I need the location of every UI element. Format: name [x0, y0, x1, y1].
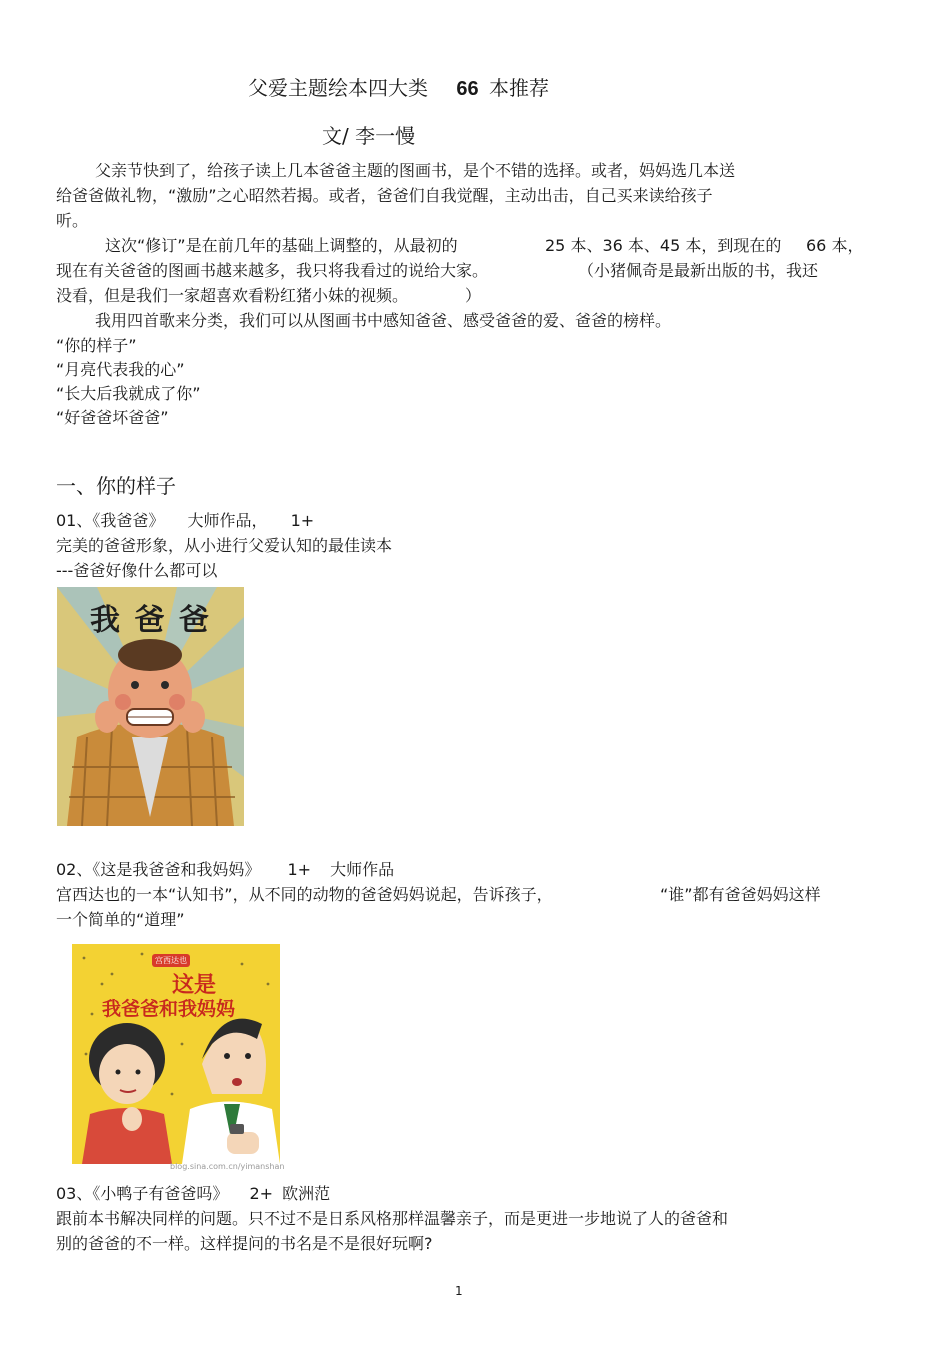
song-item: “长大后我就成了你” [56, 384, 201, 403]
intro-line-5a: 现在有关爸爸的图画书越来越多，我只将我看过的说给大家。 [56, 261, 489, 280]
book-3-desc-1: 跟前本书解决同样的问题。只不过不是日系风格那样温馨亲子，而是更进一步地说了人的爸爸和 [56, 1209, 729, 1228]
section-heading: 一、你的样子 [56, 474, 176, 498]
author-line: 文/ 李一慢 [322, 124, 416, 148]
book-1-desc-2: ---爸爸好像什么都可以 [56, 561, 218, 580]
intro-line-7: 我用四首歌来分类，我们可以从图画书中感知爸爸、感受爸爸的爱、爸爸的榜样。 [95, 311, 672, 330]
title-prefix: 父爱主题绘本四大类 [248, 76, 428, 100]
page-title [248, 72, 549, 101]
intro-line-4b: 25 本、36 本、45 本，到现在的 [545, 236, 782, 255]
intro-line-1: 父亲节快到了，给孩子读上几本爸爸主题的图画书，是个不错的选择。或者，妈妈选几本送 [95, 161, 736, 180]
song-item: “你的样子” [56, 336, 137, 355]
book-3-tag: 欧洲范 [282, 1184, 331, 1203]
book-2-cover-watermark: blog.sina.com.cn/yimanshan [170, 1162, 285, 1171]
book-1-number-title: 01、《我爸爸》 [56, 511, 165, 530]
intro-line-5b: （小猪佩奇是最新出版的书，我还 [578, 261, 819, 280]
book-2-cover-series: 宫西达也 [152, 954, 190, 967]
book-2-cover-image [72, 944, 280, 1164]
intro-line-4c: 66 本， [806, 236, 864, 255]
book-2-desc-2: 一个简单的“道理” [56, 910, 185, 929]
book-2-cover-title-1: 这是 [172, 973, 217, 998]
book-3-heading [56, 1184, 330, 1204]
book-1-cover-title: 我 爸 爸 [90, 603, 211, 638]
book-2-age: 1+ [287, 860, 312, 879]
book-2-cover-title-2: 我爸爸和我妈妈 [102, 998, 236, 1020]
intro-line-3: 听。 [56, 211, 89, 230]
book-2-desc-1b: “谁”都有爸爸妈妈这样 [660, 885, 821, 904]
intro-line-6a: 没看，但是我们一家超喜欢看粉红猪小妹的视频。 [56, 286, 409, 305]
title-suffix: 本推荐 [488, 76, 549, 100]
book-2-tag: 大师作品 [330, 860, 395, 879]
title-number: 66 [456, 78, 479, 100]
book-3-desc-2: 别的爸爸的不一样。这样提问的书名是不是很好玩啊? [56, 1234, 433, 1253]
book-3-age: 2+ [249, 1184, 274, 1203]
book-2-heading [56, 860, 394, 880]
book-1-cover-image [57, 587, 244, 826]
book-1-heading [56, 511, 314, 531]
book-1-tag: 大师作品， [187, 511, 268, 530]
intro-line-2: 给爸爸做礼物，“激励”之心昭然若揭。或者，爸爸们自我觉醒，主动出击，自己买来读给孩子 [56, 186, 713, 205]
intro-line-4a: 这次“修订”是在前几年的基础上调整的，从最初的 [105, 236, 458, 255]
page-number: 1 [455, 1284, 463, 1298]
book-2-desc-1a: 宫西达也的一本“认知书”，从不同的动物的爸爸妈妈说起，告诉孩子， [56, 885, 553, 904]
book-2-number-title: 02、《这是我爸爸和我妈妈》 [56, 860, 261, 879]
book-3-number-title: 03、《小鸭子有爸爸吗》 [56, 1184, 229, 1203]
song-item: “好爸爸坏爸爸” [56, 408, 169, 427]
intro-line-6b: ） [465, 286, 482, 305]
song-item: “月亮代表我的心” [56, 360, 185, 379]
book-1-desc-1: 完美的爸爸形象，从小进行父爱认知的最佳读本 [56, 536, 393, 555]
book-1-age: 1+ [290, 511, 315, 530]
